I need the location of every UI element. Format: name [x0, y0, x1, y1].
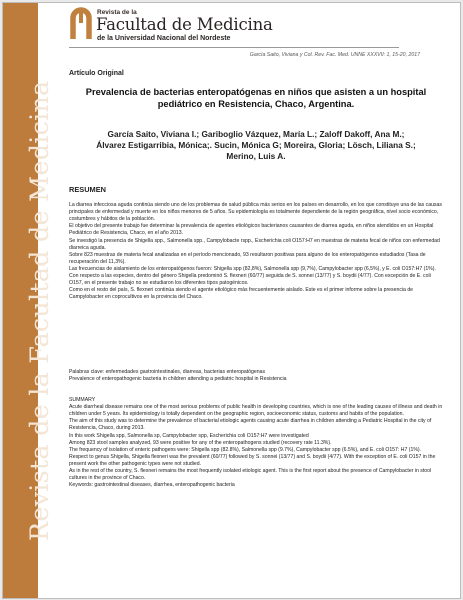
- journal-logo-icon: [70, 7, 92, 41]
- journal-title: Facultad de Medicina: [96, 15, 273, 34]
- summary-body: [69, 397, 443, 489]
- article-title: Prevalencia de bacterias enteropatógenas en niños que asisten a un hospital pediátrico en Resistencia, Chaco, Argentina.: [85, 87, 427, 110]
- author-line: Merino, Luis A.: [226, 151, 286, 162]
- section-label: Artículo Original: [69, 70, 124, 77]
- sidebar-journal-name: Revista de la Facultad de Medicina: [25, 80, 55, 541]
- resumen-paragraph: El objetivo del presente trabajo fue determinar la prevalencia de agentes etiológicos bacterianos causantes de diarrea aguda, en niños atendidos en un Hospital Pediátrico de Resistencia, Chaco, en el año 2013.: [69, 223, 434, 237]
- resumen-paragraph: La diarrea infecciosa aguda continúa siendo uno de los problemas de salud pública más serios en los países en desarrollo, en los que constituye una de las causas principales de enfermedad y muerte en los niños menores de 5 años. Su epidemiología es totalmente dependiente de la región geográfica, nivel socio económico, costumbres y hábitos de la población.: [69, 202, 442, 223]
- resumen-paragraph: Como en el resto del país, S. flexneri continúa siendo el agente etiológico más frecuentemente aislado. Este es el primer informe sobre la presencia de Campylobacter en coprocultivos en la provincia del Chaco.: [69, 287, 414, 301]
- palabras-clave: Palabras clave: enfermedades gastrointestinales, diarreas, bacterias enteropatógenas: [69, 369, 266, 375]
- summary-paragraph: In this work Shigella spp, Salmonella sp, Campylobacter spp, Escherichia coli O157:H7 were investigated: [69, 432, 309, 439]
- summary-keywords: Keywords: gastrointestinal diseases, diarrhea, enteropathogenic bacteria: [69, 482, 235, 489]
- journal-sidebar: [3, 3, 55, 598]
- author-line: García Saito, Viviana I.; Gariboglio Vázquez, María L.; Zaloff Dakoff, Ana M.;: [107, 129, 405, 139]
- summary-paragraph: Among 823 stool samples analyzed, 93 were positive for any of the enteropathogens studied (recovery rate 11.3%).: [69, 439, 332, 446]
- resumen-paragraph: Sobre 823 muestras de materia fecal analizadas en el período mencionado, 93 resultaron positivas para alguno de los enteropatógenos estudiados (Tasa de recuperación del 11,3%).: [69, 251, 426, 265]
- author-line: Álvarez Estigarribia, Mónica;. Sucin, Mónica G; Moreira, Gloria; Lösch, Liliana S.;: [96, 140, 416, 151]
- summary-paragraph: Respect to genus Shigella, Shigella flexneri was the prevalent (60/77) followed by S. sonnei (13/77) and S. boydii (4/77). With the exception of E. coli O157 in the present work the other pathogenic types were not studied.: [69, 453, 436, 467]
- resumen-paragraph: Las frecuencias de aislamiento de los enteropatógenos fueron: Shigella spp (82,8%), Salmonella spp (9,7%), Campylobacter spp (6,5%), y E. coli O157:H7 (1%).: [69, 265, 436, 272]
- resumen-paragraph: Con respecto a las especies, dentro del género Shigella predominó S. flexneri (60/77) seguida de S. sonnei (13/77) y S. boydii (4/77). Con excepción de E. coli O157, en el presente trabajo no se estudiaron los diferentes tipos patogénicos.: [69, 273, 431, 287]
- citation: García Saito, Viviana y Col. Rev. Fac. Med. UNNE XXXVII: 1, 15-20, 2017: [249, 52, 420, 58]
- keywords-block: [69, 369, 443, 383]
- resumen-paragraph: Se investigó la presencia de Shigella spp., Salmonella spp., Campylobacte rspp., Escherichia coli O157:H7 en muestras de materia fecal de niños con enfermedad diarreica aguda.: [69, 237, 440, 251]
- summary-paragraph: As in the rest of the country, S. flexneri remains the most frequently isolated etiologic agent. This is the first report about the presence of Campylobacter in stool cultures in the province of Chaco.: [69, 468, 432, 482]
- resumen-heading: RESUMEN: [69, 185, 106, 194]
- summary-paragraph: Acute diarrheal disease remains one of the most serious problems of public health in developing countries, which is one of the leading causes of illness and death in children under 5 years. Its epidemiology is totally dependent on the geographic region, socioeconomic status, customs and habits of the population.: [69, 404, 443, 418]
- summary-paragraph: The aim of this study was to determine the prevalence of bacterial etiologic agents causing acute diarrhea in children attending a Pediatric Hospital in the city of Resistencia, Chaco, during 2013.: [69, 418, 432, 432]
- resumen-body: [69, 202, 443, 302]
- english-title: Prevalence of enteropathogenic bacteria in children attending a pediatric hospital in Resistencia: [69, 376, 287, 383]
- summary-paragraph: The frequency of isolation of enteric pathogens were: Shigella spp (82.8%), Salmonella spp (9.7%), Campylobacter spp (6.5%), and E. coli O157: H7 (1%).: [69, 446, 422, 453]
- summary-heading: SUMMARY: [69, 397, 96, 403]
- journal-subtitle: de la Universidad Nacional del Nordeste: [97, 35, 231, 42]
- header-divider: [69, 47, 399, 48]
- author-list: [69, 129, 443, 163]
- article-page: [2, 2, 461, 599]
- journal-pre-title: Revista de la: [97, 9, 137, 16]
